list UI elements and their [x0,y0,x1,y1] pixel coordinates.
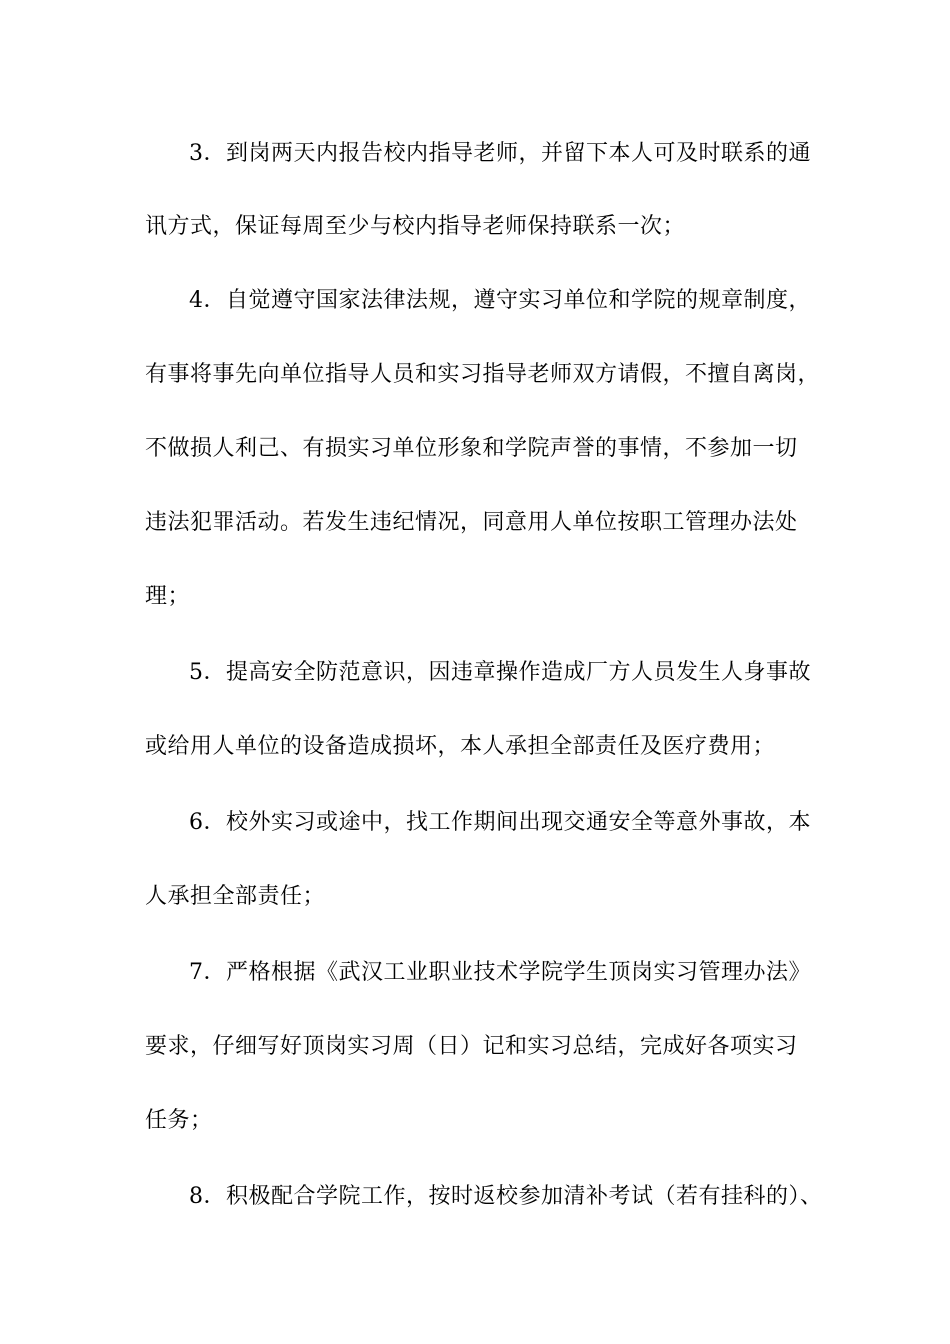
paragraph-4-line-3: 不做损人利己、有损实习单位形象和学院声誉的事情，不参加一切 [145,436,798,461]
paragraph-5-line-2: 或给用人单位的设备造成损坏，本人承担全部责任及医疗费用； [145,734,776,759]
paragraph-6-line-2: 人承担全部责任； [145,884,326,909]
paragraph-7-line-1: 7．严格根据《武汉工业职业技术学院学生顶岗实习管理办法》 [189,960,811,985]
paragraph-3-line-2: 讯方式，保证每周至少与校内指导老师保持联系一次； [145,214,686,239]
paragraph-4-line-2: 有事将事先向单位指导人员和实习指导老师双方请假，不擅自离岗， [145,362,821,387]
paragraph-4-line-5: 理； [145,584,191,609]
paragraph-4-line-4: 违法犯罪活动。若发生违纪情况，同意用人单位按职工管理办法处 [145,510,798,535]
paragraph-7-line-2: 要求，仔细写好顶岗实习周（日）记和实习总结，完成好各项实习 [145,1034,798,1059]
paragraph-4-line-1: 4．自觉遵守国家法律法规，遵守实习单位和学院的规章制度， [189,288,811,313]
paragraph-3-line-1: 3．到岗两天内报告校内指导老师，并留下本人可及时联系的通 [189,141,811,166]
paragraph-6-line-1: 6．校外实习或途中，找工作期间出现交通安全等意外事故，本 [189,810,811,835]
paragraph-8-line-1: 8．积极配合学院工作，按时返校参加清补考试（若有挂科的）、 [189,1184,823,1209]
paragraph-5-line-1: 5．提高安全防范意识，因违章操作造成厂方人员发生人身事故 [189,660,811,685]
paragraph-7-line-3: 任务； [145,1108,213,1133]
